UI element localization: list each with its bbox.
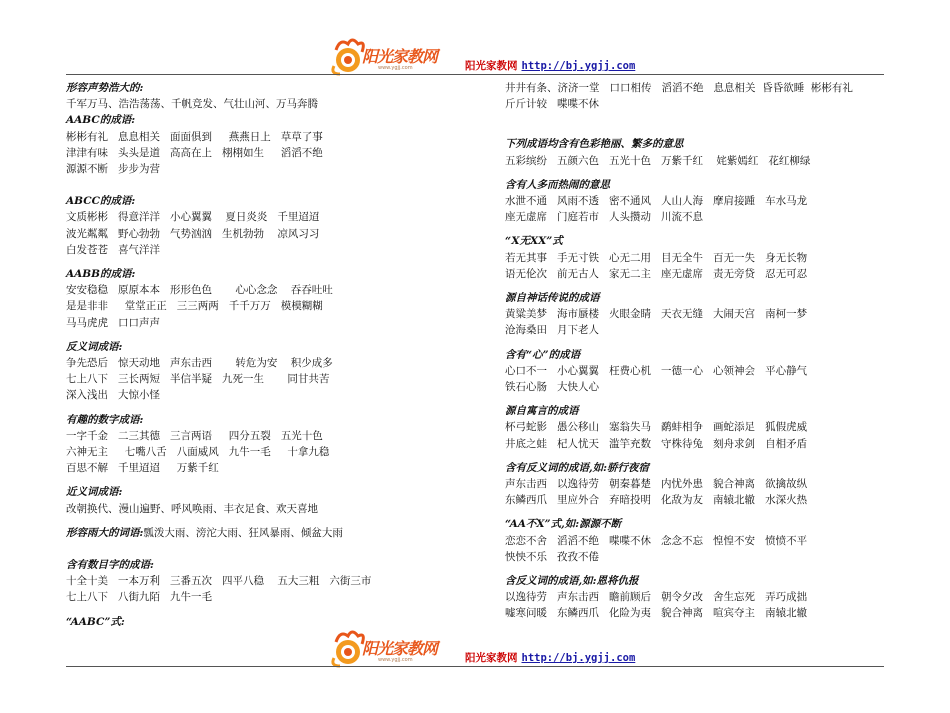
- section-x-wu-xx: [505, 233, 885, 282]
- idiom-line: 以逸待劳 声东击西 瞻前顾后 朝令夕改 舍生忘死 弄巧成拙: [505, 591, 808, 604]
- idiom-line: 水泄不通 风雨不透 密不通风 人山人海 摩肩接踵 车水马龙: [505, 195, 808, 208]
- section-title: “AABC”式:: [66, 615, 125, 628]
- spacer: [66, 541, 496, 557]
- inline-idioms: 瓢泼大雨、滂沱大雨、狂风暴雨、倾盆大雨: [143, 526, 343, 539]
- site-reference: [465, 58, 635, 73]
- site-name: 阳光家教网: [465, 60, 518, 72]
- section-aabc: [66, 112, 496, 177]
- section-title: 含有反义词的成语,如:骄行夜宿: [505, 461, 650, 474]
- spacer: [66, 476, 496, 484]
- idiom-line: 声东击西 以逸待劳 朝秦暮楚 内忧外患 貌合神离 欲擒故纵: [505, 478, 808, 491]
- section-fables: [505, 403, 885, 452]
- idiom-line: 七上八下 三长两短 半信半疑 九死一生 同甘共苦: [66, 373, 330, 386]
- site-reference: [465, 650, 635, 665]
- section-grand-momentum: [66, 80, 496, 112]
- section-title: ABCC的成语:: [66, 195, 136, 208]
- section-number-words: [66, 557, 496, 606]
- section-crowded: [505, 177, 885, 226]
- section-title: 下列成语均含有色彩艳丽、繁多的意思: [505, 138, 684, 151]
- idiom-line: 十全十美 一本万利 三番五次 四平八稳 五大三粗 六街三市: [66, 575, 372, 588]
- idiom-line: 波光粼粼 野心勃勃 气势汹汹 生机勃勃 凉风习习: [66, 227, 320, 240]
- idiom-line: 一字千金 二三其德 三言两语 四分五裂 五光十色: [66, 429, 323, 442]
- idiom-line: 津津有味 头头是道 高高在上 栩栩如生 滔滔不绝: [66, 146, 323, 159]
- header-divider: [66, 74, 884, 75]
- page-footer: [0, 628, 950, 678]
- site-name: 阳光家教网: [465, 652, 518, 664]
- spacer: [66, 258, 496, 266]
- section-title-inline: [66, 525, 496, 541]
- section-title: AABC的成语:: [66, 114, 136, 127]
- spacer: [505, 565, 885, 573]
- spacer: [505, 282, 885, 290]
- idiom-line: 心口不一 小心翼翼 枉费心机 一德一心 心领神会 平心静气: [505, 364, 808, 377]
- section-title: 反义词成语:: [66, 340, 123, 353]
- section-antonyms-a: [505, 460, 885, 509]
- section-heavy-rain: [66, 525, 496, 541]
- section-heart: [505, 347, 885, 396]
- idiom-line: 语无伦次 前无古人 家无二主 座无虚席 责无旁贷 忍无可忍: [505, 267, 808, 280]
- section-aa-bu-x: [505, 516, 885, 565]
- idiom-line: 斤斤计较 喋喋不休: [505, 98, 600, 111]
- section-antonyms-b: [505, 573, 885, 622]
- idiom-line: 东鳞西爪 里应外合 弃暗投明 化敌为友 南辕北辙 水深火热: [505, 494, 808, 507]
- idiom-line: 文质彬彬 得意洋洋 小心翼翼 夏日炎炎 千里迢迢: [66, 211, 320, 224]
- idiom-line: 是是非非 堂堂正正 三三两两 千千万万 模模糊糊: [66, 300, 323, 313]
- section-title: “X无XX”式: [505, 235, 563, 248]
- section-continued: [505, 80, 885, 112]
- left-column: [66, 80, 496, 630]
- section-title: 形容声势浩大的:: [66, 82, 144, 94]
- idiom-line: 杯弓蛇影 愚公移山 塞翁失马 鹬蚌相争 画蛇添足 狐假虎威: [505, 421, 808, 434]
- section-colorful: [505, 136, 885, 168]
- section-mythology: [505, 290, 885, 339]
- idiom-line: 若无其事 手无寸铁 心无二用 目无全牛 百无一失 身无长物: [505, 251, 808, 264]
- section-title: 源自神话传说的成语: [505, 292, 600, 305]
- section-synonym-idioms: [66, 484, 496, 516]
- section-antonym-idioms: [66, 339, 496, 404]
- site-url-link[interactable]: http://bj.ygjj.com: [521, 652, 636, 664]
- spacer: [66, 331, 496, 339]
- idiom-line: 改朝换代、漫山遍野、呼风唤雨、丰衣足食、欢天喜地: [66, 502, 318, 515]
- section-title: 源自寓言的成语: [505, 405, 579, 418]
- section-aabb: [66, 266, 496, 331]
- spacer: [505, 112, 885, 128]
- footer-divider: [66, 666, 884, 667]
- idiom-line: 恋恋不舍 滔滔不绝 喋喋不休 念念不忘 惶惶不安 愤愤不平: [505, 534, 808, 547]
- idiom-line: 怏怏不乐 孜孜不倦: [505, 550, 600, 563]
- idiom-line: 七上八下 八街九陌 九牛一毛: [66, 591, 213, 604]
- spacer: [505, 225, 885, 233]
- idiom-line: 座无虚席 门庭若市 人头攒动 川流不息: [505, 211, 704, 224]
- spacer: [66, 606, 496, 614]
- idiom-line: 安安稳稳 原原本本 形形色色 心心念念 吞吞吐吐: [66, 284, 333, 297]
- spacer: [505, 452, 885, 460]
- logo-text: 阳光家教网: [362, 47, 438, 66]
- idiom-line: 深入浅出 大惊小怪: [66, 389, 161, 402]
- section-number-idioms: [66, 412, 496, 477]
- logo-subtext: www.ygjj.com: [378, 657, 413, 663]
- idiom-line: 百思不解 千里迢迢 万紫千红: [66, 462, 219, 475]
- section-title: “AA不X”式,如:源源不断: [505, 518, 622, 531]
- idiom-line: 井底之蛙 杞人忧天 滥竽充数 守株待兔 刻舟求剑 自相矛盾: [505, 437, 808, 450]
- section-title: 含反义词的成语,如:恩将仇报: [505, 575, 639, 588]
- section-title: 近义词成语:: [66, 486, 123, 499]
- section-title: 含有“心”的成语: [505, 348, 581, 361]
- right-column: [505, 80, 885, 622]
- idiom-line: 马马虎虎 口口声声: [66, 316, 161, 329]
- spacer: [505, 339, 885, 347]
- section-title: 含有人多而热闹的意思: [505, 178, 610, 191]
- spacer: [66, 404, 496, 412]
- spacer: [66, 177, 496, 193]
- section-title: 含有数目字的成语:: [66, 559, 154, 572]
- logo-text: 阳光家教网: [362, 639, 438, 658]
- spacer: [66, 517, 496, 525]
- section-title: AABB的成语:: [66, 268, 136, 281]
- idiom-line: 白发苍苍 喜气洋洋: [66, 243, 161, 256]
- page-header: [0, 36, 950, 86]
- site-url-link[interactable]: http://bj.ygjj.com: [521, 60, 636, 72]
- idiom-line: 六神无主 七嘴八舌 八面威风 九牛一毛 十拿九稳: [66, 446, 330, 459]
- spacer: [505, 508, 885, 516]
- idiom-line: 千军万马、浩浩荡荡、千帆竞发、气壮山河、万马奔腾: [66, 98, 318, 111]
- idiom-line: 彬彬有礼 息息相关 面面俱到 燕燕日上 草草了事: [66, 130, 323, 143]
- spacer: [505, 395, 885, 403]
- idiom-line: 五彩缤纷 五颜六色 五光十色 万紫千红 姹紫嫣红 花红柳绿: [505, 154, 811, 167]
- spacer: [505, 169, 885, 177]
- idiom-line: 黄粱美梦 海市蜃楼 火眼金睛 天衣无缝 大闹天宫 南柯一梦: [505, 308, 808, 321]
- idiom-line: 井井有条、济济一堂 口口相传 滔滔不绝 息息相关 昏昏欲睡 彬彬有礼: [505, 82, 853, 94]
- section-abcc: [66, 193, 496, 258]
- section-title-text: 形容雨大的词语:: [66, 526, 144, 539]
- idiom-line: 争先恐后 惊天动地 声东击西 转危为安 积少成多: [66, 357, 333, 370]
- section-title: 有趣的数字成语:: [66, 413, 144, 426]
- spacer: [505, 128, 885, 136]
- idiom-line: 沧海桑田 月下老人: [505, 324, 600, 337]
- logo-subtext: www.ygjj.com: [378, 65, 413, 71]
- idiom-line: 嘘寒问暖 东鳞西爪 化险为夷 貌合神离 喧宾夺主 南辕北辙: [505, 607, 808, 620]
- idiom-line: 源源不断 步步为营: [66, 163, 161, 176]
- idiom-line: 铁石心肠 大快人心: [505, 381, 600, 394]
